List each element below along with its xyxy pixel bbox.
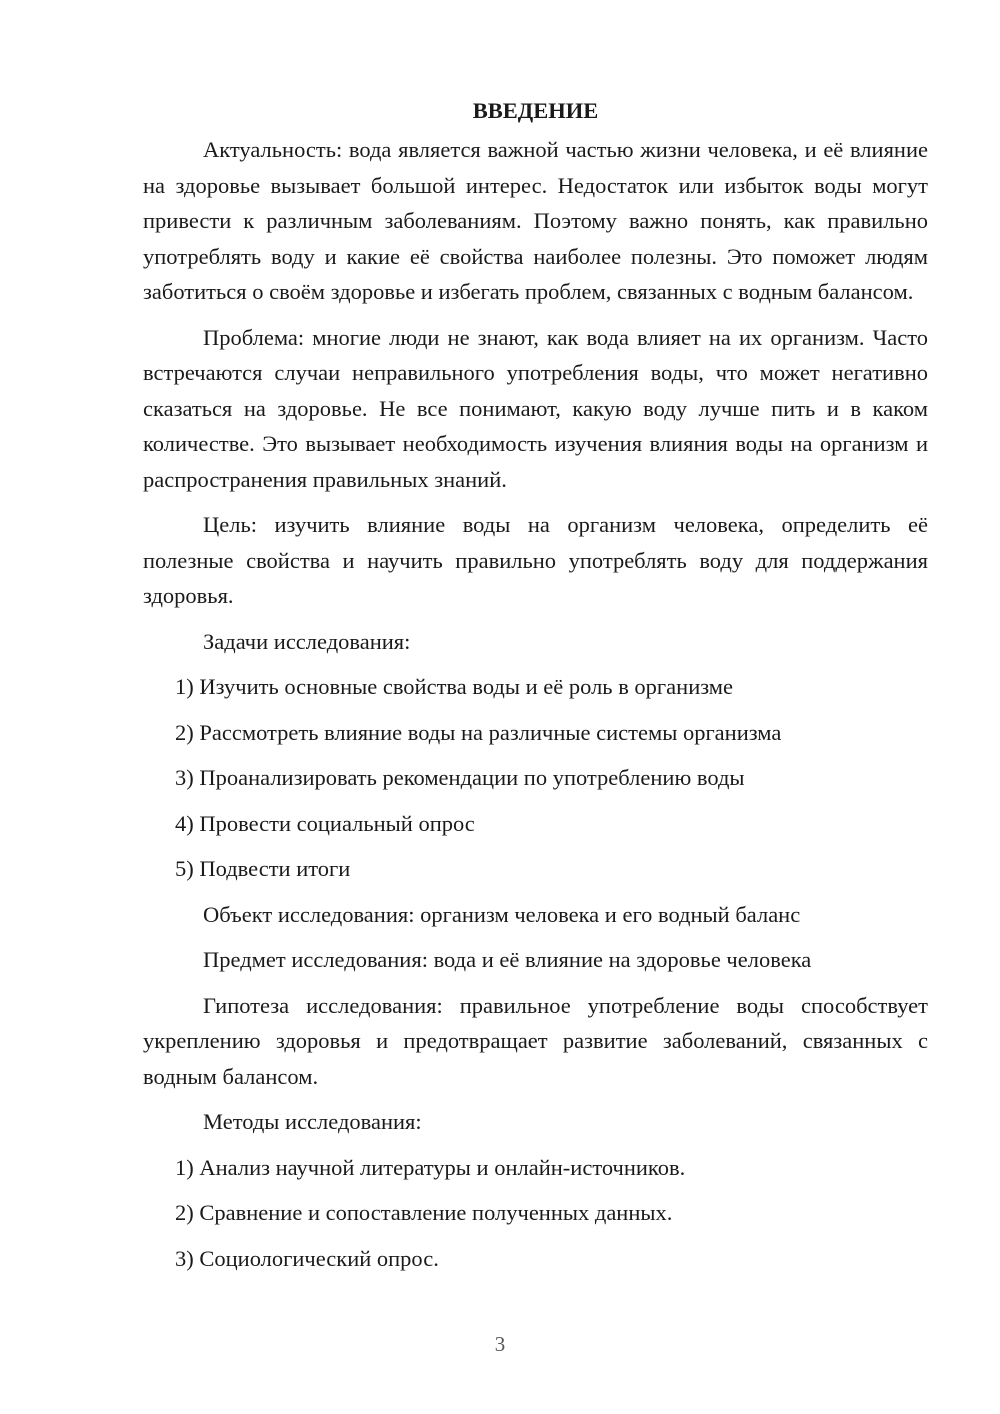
relevance-paragraph: Актуальность: вода является важной частью жизни человека, и её влияние на здоровье вызывает большой интерес. Недостаток или избыток воды могут привести к различным заболеваниям. Поэтому важно понять, как правильно употреблять воду и какие её свойства наиболее полезны. Это поможет людям заботиться о своём здоровье и избегать проблем, связанных с водным балансом. bbox=[143, 137, 928, 304]
tasks-heading: Задачи исследования: bbox=[203, 628, 411, 654]
goal-paragraph: Цель: изучить влияние воды на организм человека, определить её полезные свойства и научить правильно употреблять воду для поддержания здоровья. bbox=[143, 512, 928, 608]
hypothesis-paragraph: Гипотеза исследования: правильное употребление воды способствует укреплению здоровья и предотвращает развитие заболеваний, связанных с водным балансом. bbox=[143, 992, 928, 1089]
object-line: Объект исследования: организм человека и его водный баланс bbox=[203, 901, 801, 927]
page-title: ВВЕДЕНИЕ bbox=[472, 98, 599, 123]
task-item: 1) Изучить основные свойства воды и её роль в организме bbox=[175, 674, 734, 699]
task-item: 5) Подвести итоги bbox=[175, 856, 351, 881]
method-item: 2) Сравнение и сопоставление полученных данных. bbox=[175, 1200, 673, 1225]
problem-paragraph: Проблема: многие люди не знают, как вода влияет на их организм. Часто встречаются случаи неправильного употребления воды, что может негативно сказаться на здоровье. Не все понимают, какую воду лучше пить и в каком количестве. Это вызывает необходимость изучения влияния воды на организм и распространения правильных знаний. bbox=[143, 324, 928, 492]
method-item: 3) Социологический опрос. bbox=[175, 1245, 439, 1271]
methods-heading: Методы исследования: bbox=[203, 1109, 422, 1134]
task-item: 3) Проанализировать рекомендации по употреблению воды bbox=[175, 765, 745, 790]
subject-line: Предмет исследования: вода и её влияние на здоровье человека bbox=[203, 947, 812, 972]
page-content bbox=[143, 92, 928, 1286]
page-number: 3 bbox=[494, 1332, 506, 1356]
task-item: 4) Провести социальный опрос bbox=[175, 810, 475, 836]
method-item: 1) Анализ научной литературы и онлайн-источников. bbox=[175, 1154, 686, 1180]
task-item: 2) Рассмотреть влияние воды на различные системы организма bbox=[175, 719, 782, 745]
